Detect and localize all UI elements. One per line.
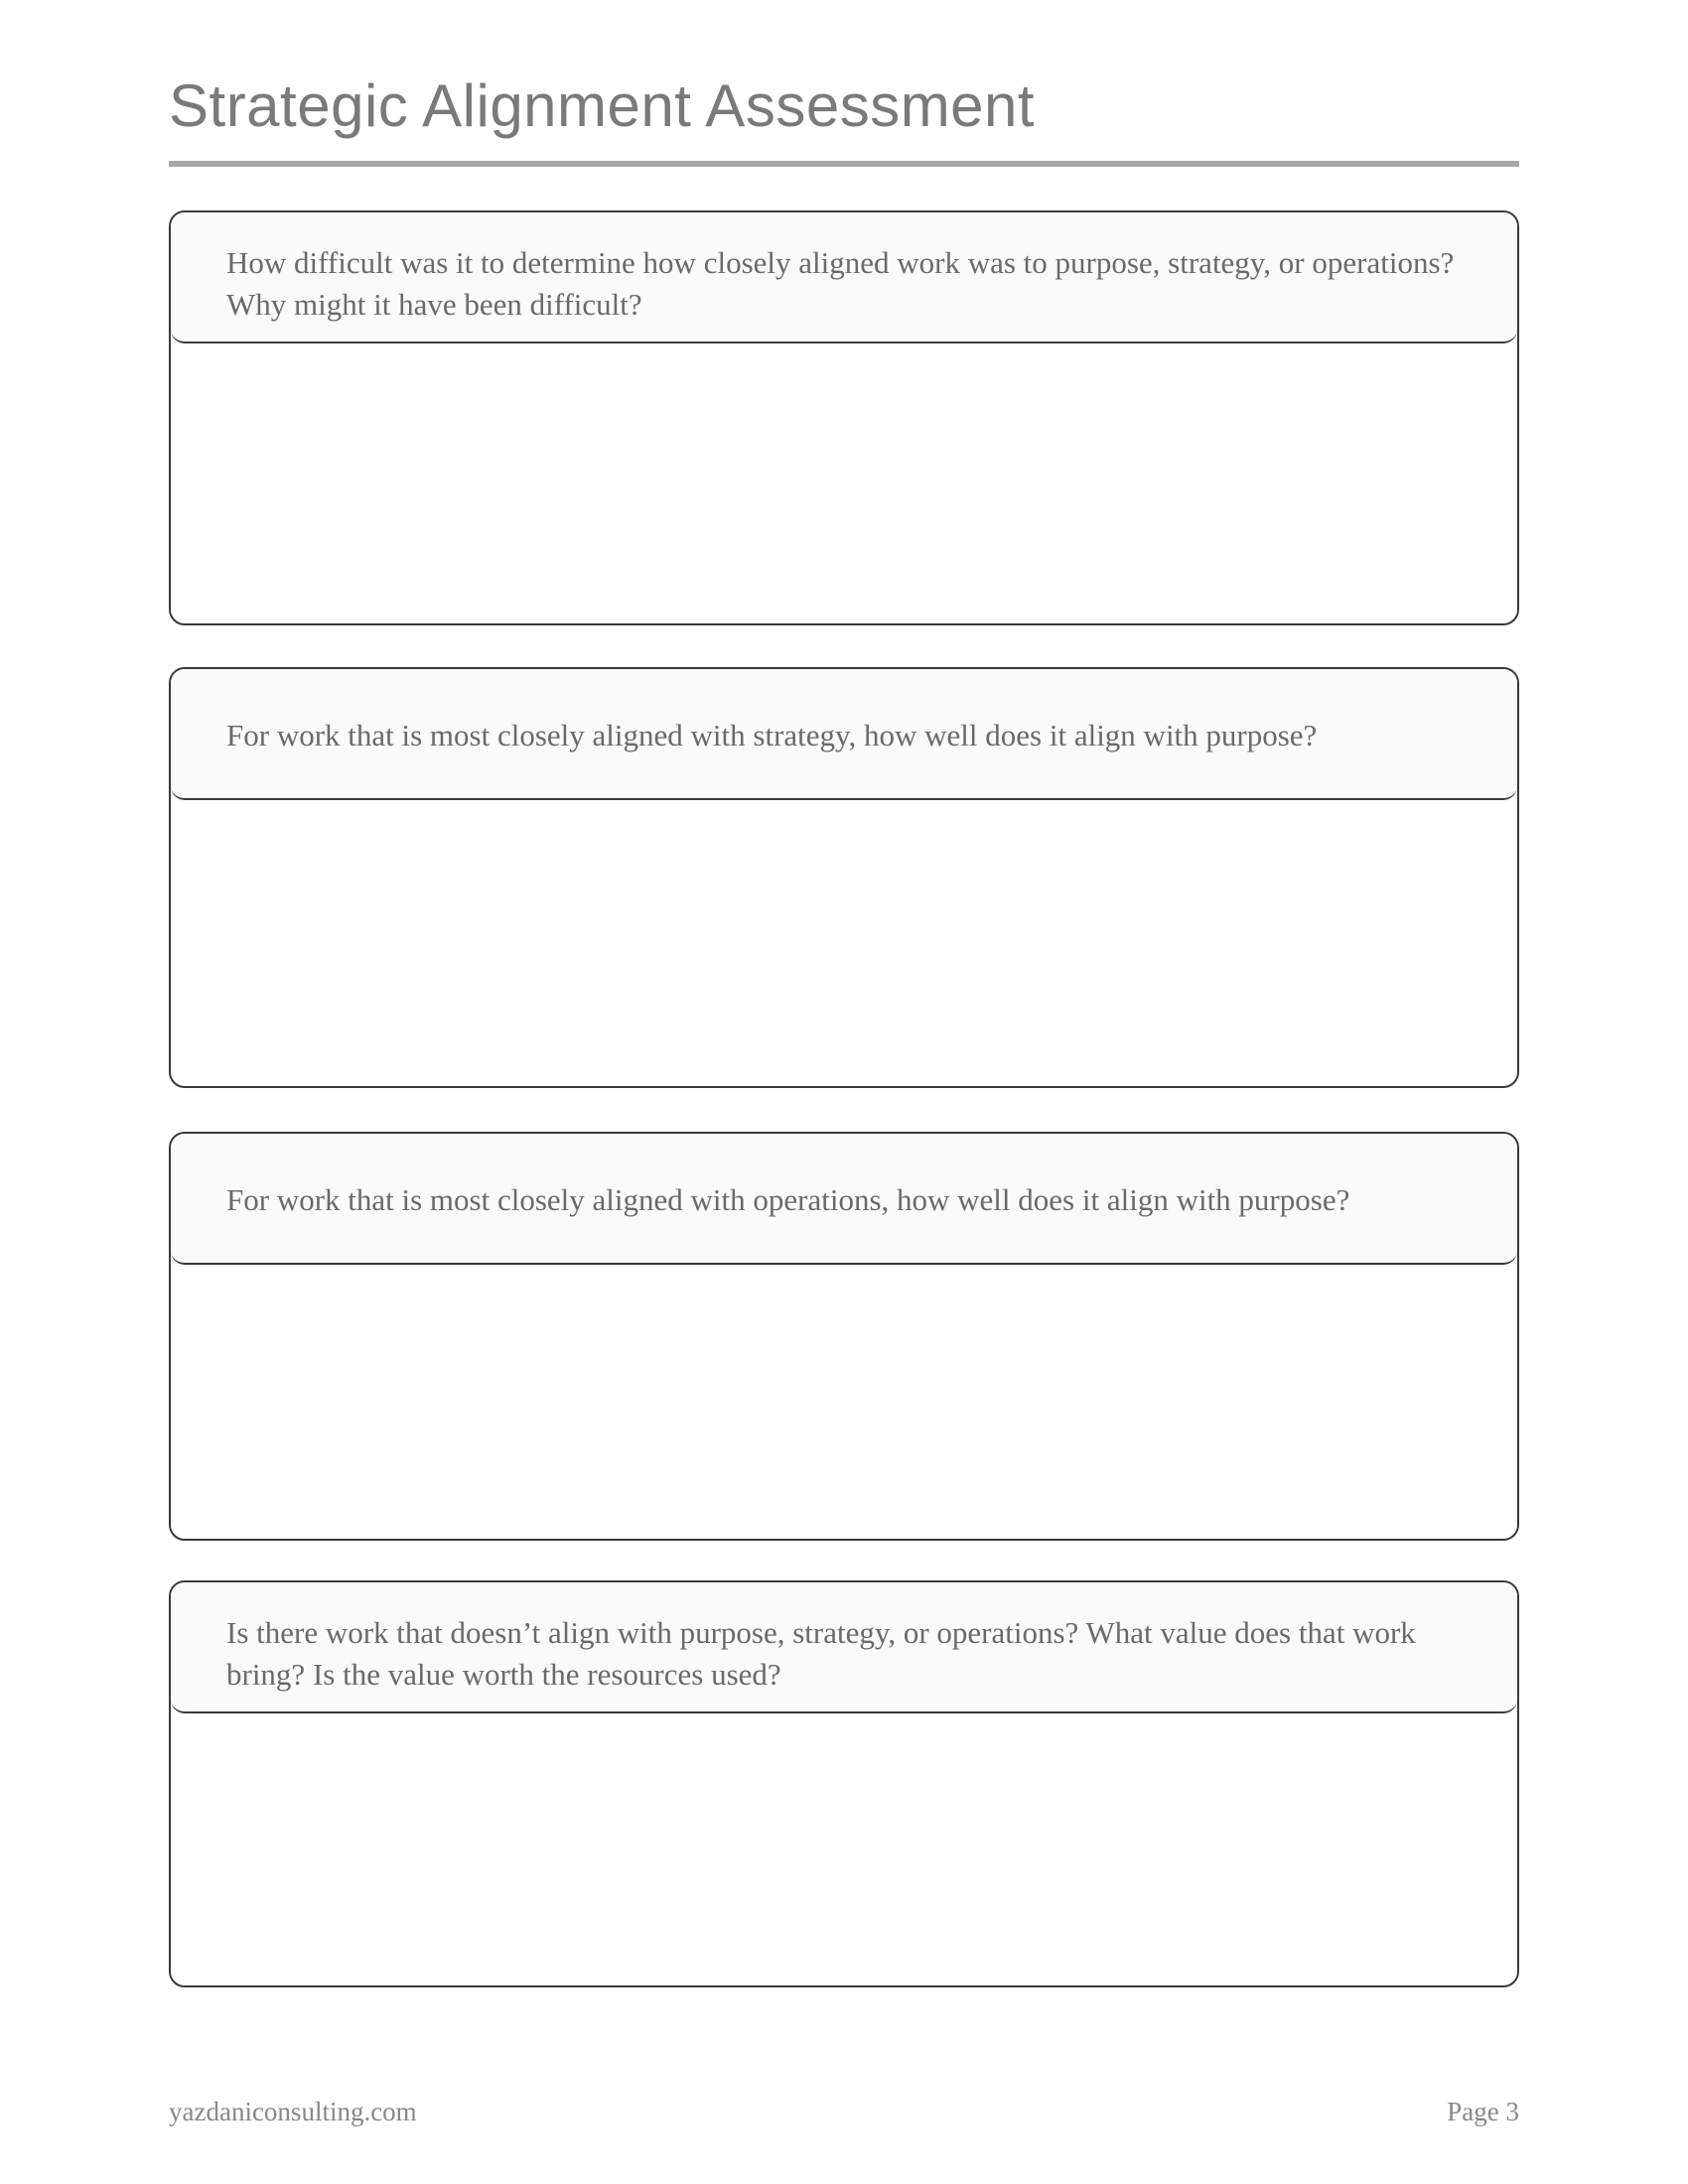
answer-box-4[interactable] xyxy=(171,1713,1517,1985)
question-3-prompt: For work that is most closely aligned with operations, how well does it align with purpose? xyxy=(171,1134,1517,1265)
footer-website: yazdaniconsulting.com xyxy=(169,2097,417,2126)
answer-box-3[interactable] xyxy=(171,1265,1517,1539)
question-2-prompt: For work that is most closely aligned with strategy, how well does it align with purpose? xyxy=(171,669,1517,800)
question-1-prompt: How difficult was it to determine how closely aligned work was to purpose, strategy, or operations? Why might it have been difficult? xyxy=(171,212,1517,343)
page-title: Strategic Alignment Assessment xyxy=(169,72,1036,139)
question-card-2 xyxy=(169,667,1519,1088)
question-4-prompt: Is there work that doesn’t align with purpose, strategy, or operations? What value does that work bring? Is the value worth the resources used? xyxy=(171,1582,1517,1713)
question-card-4 xyxy=(169,1580,1519,1987)
answer-box-2[interactable] xyxy=(171,800,1517,1086)
title-divider xyxy=(169,161,1519,167)
question-card-1 xyxy=(169,210,1519,625)
question-card-3 xyxy=(169,1132,1519,1541)
footer-page-number: Page 3 xyxy=(1447,2097,1519,2126)
answer-box-1[interactable] xyxy=(171,343,1517,623)
